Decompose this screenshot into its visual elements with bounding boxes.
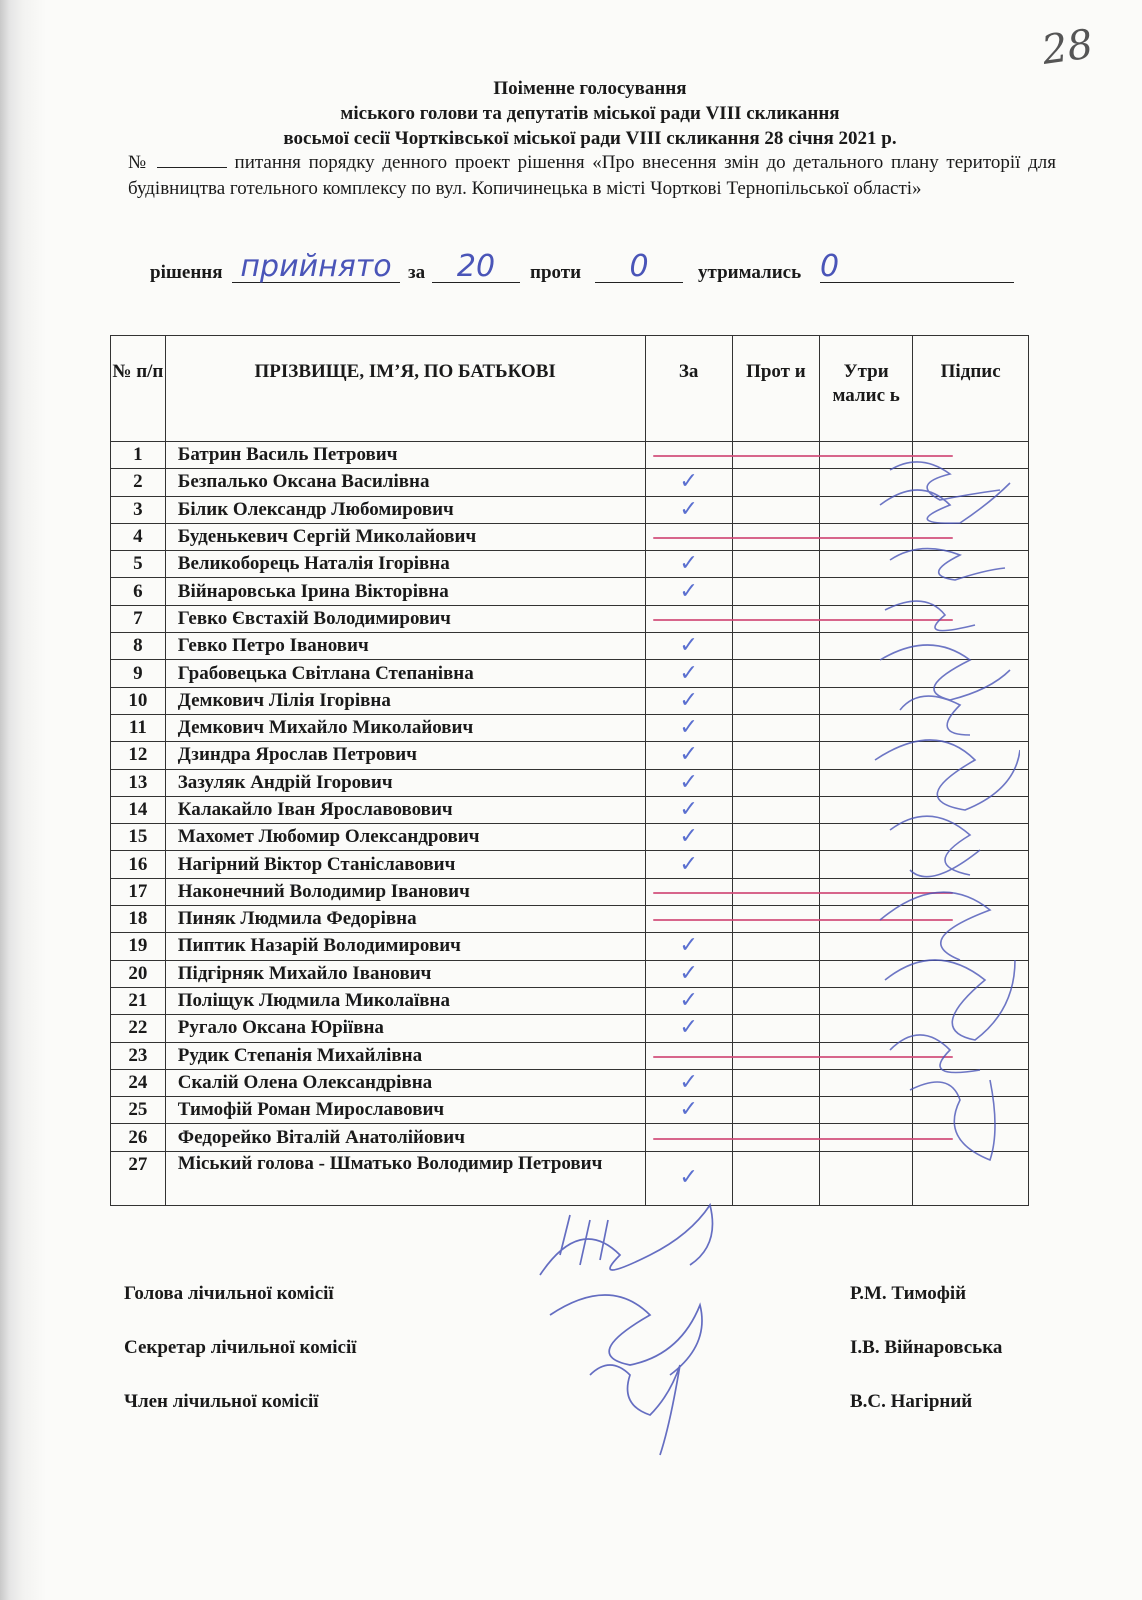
vote-against-cell bbox=[732, 987, 819, 1014]
session-line: восьмої сесії Чортківської міської ради VIII скликання 28 січня 2021 р. bbox=[283, 128, 897, 149]
vote-for-cell: ✓ bbox=[645, 851, 732, 878]
header-signature: Підпис bbox=[913, 336, 1029, 442]
deputy-name: Зазуляк Андрій Ігорович bbox=[165, 769, 645, 796]
commission-role: Голова лічильної комісії bbox=[124, 1283, 334, 1304]
deputy-name: Безпалько Оксана Василівна bbox=[165, 469, 645, 496]
deputy-name: Міський голова - Шматько Володимир Петрович bbox=[165, 1151, 645, 1205]
table-header-row bbox=[111, 336, 1029, 442]
vote-for-cell: ✓ bbox=[645, 987, 732, 1014]
row-number: 14 bbox=[111, 796, 166, 823]
row-number: 22 bbox=[111, 1015, 166, 1042]
vote-for-cell: ✓ bbox=[645, 660, 732, 687]
deputy-name: Великоборець Наталія Ігорівна bbox=[165, 551, 645, 578]
row-number: 17 bbox=[111, 878, 166, 905]
row-number: 21 bbox=[111, 987, 166, 1014]
vote-for-cell: ✓ bbox=[645, 933, 732, 960]
deputy-name: Пиняк Людмила Федорівна bbox=[165, 906, 645, 933]
row-number: 6 bbox=[111, 578, 166, 605]
row-number: 20 bbox=[111, 960, 166, 987]
row-number: 24 bbox=[111, 1069, 166, 1096]
deputy-name: Махомет Любомир Олександрович bbox=[165, 824, 645, 851]
commission-signatures bbox=[530, 1195, 780, 1465]
vote-for-cell: ✓ bbox=[645, 1069, 732, 1096]
vote-for-cell: ✓ bbox=[645, 796, 732, 823]
deputy-name: Демкович Лілія Ігорівна bbox=[165, 687, 645, 714]
deputy-name: Демкович Михайло Миколайович bbox=[165, 714, 645, 741]
vote-against-cell bbox=[732, 469, 819, 496]
row-number: 13 bbox=[111, 769, 166, 796]
vote-against-cell bbox=[732, 496, 819, 523]
row-number: 11 bbox=[111, 714, 166, 741]
row-number: 2 bbox=[111, 469, 166, 496]
row-number: 7 bbox=[111, 605, 166, 632]
vote-for-cell: ✓ bbox=[645, 496, 732, 523]
row-number: 16 bbox=[111, 851, 166, 878]
decision-label: рішення bbox=[150, 262, 223, 283]
deputy-name: Дзиндра Ярослав Петрович bbox=[165, 742, 645, 769]
vote-for-cell: ✓ bbox=[645, 687, 732, 714]
row-number: 25 bbox=[111, 1097, 166, 1124]
commission-role: Член лічильної комісії bbox=[124, 1391, 319, 1412]
vote-for-cell: ✓ bbox=[645, 769, 732, 796]
vote-for-cell: ✓ bbox=[645, 1015, 732, 1042]
page-number: 28 bbox=[1039, 21, 1096, 74]
vote-against-cell bbox=[732, 633, 819, 660]
deputy-name: Поліщук Людмила Миколаївна bbox=[165, 987, 645, 1014]
question-text: питання порядку денного проект рішення «Про внесення змін до детального плану території для будівництва готельного комплексу по вул. Копичинецька в місті Чорткові Тернопільської області» bbox=[128, 152, 1057, 199]
commission-member-name: І.В. Війнаровська bbox=[850, 1337, 1003, 1358]
scan-shadow bbox=[0, 0, 46, 1600]
commission-member-name: В.С. Нагірний bbox=[850, 1391, 973, 1412]
deputy-name: Федорейко Віталій Анатолійович bbox=[165, 1124, 645, 1151]
for-value: 20 bbox=[432, 252, 520, 283]
vote-against-cell bbox=[732, 1097, 819, 1124]
deputy-name: Буденькевич Сергій Миколайович bbox=[165, 523, 645, 550]
deputy-name: Калакайло Іван Ярославовович bbox=[165, 796, 645, 823]
deputy-name: Нагірний Віктор Станіславович bbox=[165, 851, 645, 878]
deputy-name: Скалій Олена Олександрівна bbox=[165, 1069, 645, 1096]
vote-for-cell: ✓ bbox=[645, 1097, 732, 1124]
row-number: 19 bbox=[111, 933, 166, 960]
deputy-name: Пиптик Назарій Володимирович bbox=[165, 933, 645, 960]
header-against: Прот и bbox=[732, 336, 819, 442]
deputy-name: Гевко Петро Іванович bbox=[165, 633, 645, 660]
deputy-name: Рудик Степанія Михайлівна bbox=[165, 1042, 645, 1069]
question-number-blank bbox=[157, 151, 227, 168]
question-number-prefix: № bbox=[128, 152, 150, 173]
row-number: 23 bbox=[111, 1042, 166, 1069]
header-number: № п/п bbox=[111, 336, 166, 442]
question-paragraph bbox=[128, 150, 1056, 202]
deputy-name: Підгірняк Михайло Іванович bbox=[165, 960, 645, 987]
row-number: 1 bbox=[111, 442, 166, 469]
vote-against-cell bbox=[732, 960, 819, 987]
commission-member-name: Р.М. Тимофій bbox=[850, 1283, 967, 1304]
commission-role: Секретар лічильної комісії bbox=[124, 1337, 357, 1358]
header-abstained: Утри малис ь bbox=[820, 336, 913, 442]
row-number: 12 bbox=[111, 742, 166, 769]
vote-against-cell bbox=[732, 660, 819, 687]
vote-against-cell bbox=[732, 714, 819, 741]
abstained-label: утримались bbox=[698, 262, 802, 283]
vote-for-cell: ✓ bbox=[645, 1151, 732, 1205]
against-label: проти bbox=[530, 262, 582, 283]
abstained-value: 0 bbox=[820, 252, 1014, 283]
deputy-name: Гевко Євстахій Володимирович bbox=[165, 605, 645, 632]
vote-against-cell bbox=[732, 1069, 819, 1096]
row-number: 26 bbox=[111, 1124, 166, 1151]
vote-against-cell bbox=[732, 687, 819, 714]
row-number: 10 bbox=[111, 687, 166, 714]
row-number: 15 bbox=[111, 824, 166, 851]
document-subtitle: міського голови та депутатів міської ради VIII скликання bbox=[340, 103, 840, 124]
vote-against-cell bbox=[732, 1015, 819, 1042]
row-number: 18 bbox=[111, 906, 166, 933]
row-number: 4 bbox=[111, 523, 166, 550]
vote-against-cell bbox=[732, 933, 819, 960]
deputy-name: Війнаровська Ірина Вікторівна bbox=[165, 578, 645, 605]
vote-for-cell: ✓ bbox=[645, 578, 732, 605]
signature-column-scribbles bbox=[870, 450, 1020, 1170]
row-number: 8 bbox=[111, 633, 166, 660]
vote-for-cell: ✓ bbox=[645, 960, 732, 987]
deputy-name: Батрин Василь Петрович bbox=[165, 442, 645, 469]
header-name: ПРІЗВИЩЕ, ІМ’Я, ПО БАТЬКОВІ bbox=[165, 336, 645, 442]
for-label: за bbox=[408, 262, 426, 283]
vote-against-cell bbox=[732, 769, 819, 796]
row-number: 9 bbox=[111, 660, 166, 687]
vote-against-cell bbox=[732, 551, 819, 578]
vote-for-cell: ✓ bbox=[645, 633, 732, 660]
vote-against-cell bbox=[732, 742, 819, 769]
deputy-name: Білик Олександр Любомирович bbox=[165, 496, 645, 523]
vote-against-cell bbox=[732, 851, 819, 878]
deputy-name: Грабовецька Світлана Степанівна bbox=[165, 660, 645, 687]
vote-against-cell bbox=[732, 578, 819, 605]
voting-result bbox=[150, 250, 1040, 286]
vote-for-cell: ✓ bbox=[645, 469, 732, 496]
vote-for-cell: ✓ bbox=[645, 824, 732, 851]
deputy-name: Наконечний Володимир Іванович bbox=[165, 878, 645, 905]
against-value: 0 bbox=[595, 252, 683, 283]
vote-against-cell bbox=[732, 796, 819, 823]
vote-for-cell: ✓ bbox=[645, 551, 732, 578]
document-title: Поіменне голосування bbox=[493, 78, 687, 99]
header-for: За bbox=[645, 336, 732, 442]
row-number: 27 bbox=[111, 1151, 166, 1205]
vote-for-cell: ✓ bbox=[645, 714, 732, 741]
vote-against-cell bbox=[732, 824, 819, 851]
vote-for-cell: ✓ bbox=[645, 742, 732, 769]
decision-value: прийнято bbox=[232, 252, 400, 283]
row-number: 5 bbox=[111, 551, 166, 578]
deputy-name: Тимофій Роман Мирославович bbox=[165, 1097, 645, 1124]
deputy-name: Ругало Оксана Юріївна bbox=[165, 1015, 645, 1042]
row-number: 3 bbox=[111, 496, 166, 523]
